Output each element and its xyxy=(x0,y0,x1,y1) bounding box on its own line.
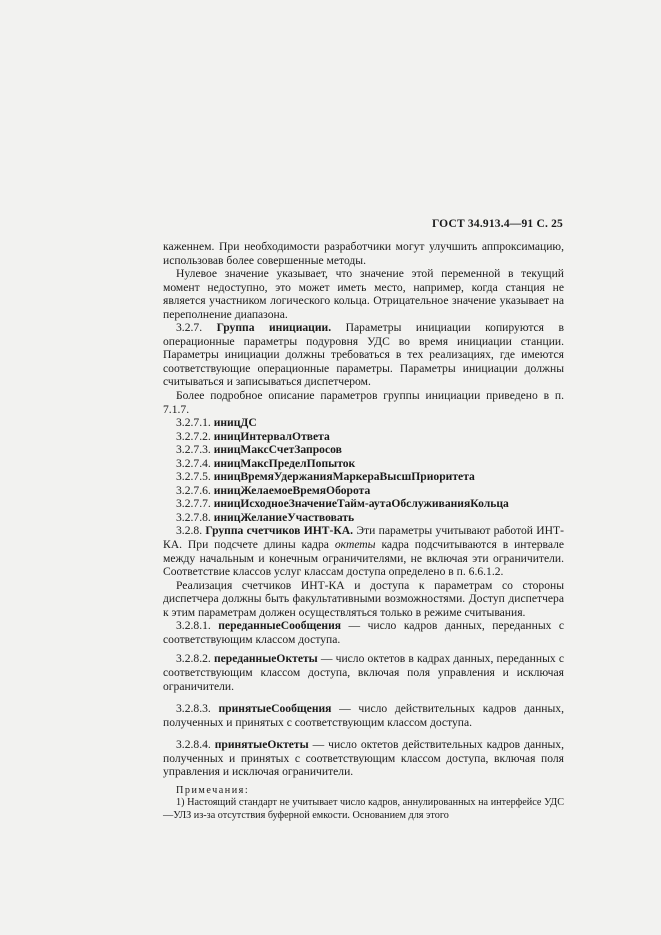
section-number: 3.2.8. xyxy=(176,524,203,538)
section-text: Параметры инициации копируются в операционные параметры подуровня УДС во время инициации станции. Параметры инициации должны требоваться в тех реализациях, где имеются соответствующие операционные параметры. Параметры инициации должны считываться и записываться диспетчером. xyxy=(163,321,564,389)
counter-name: переданныеОктеты xyxy=(213,652,318,666)
list-item xyxy=(163,511,564,525)
item-number: 3.2.7.8. xyxy=(176,510,211,524)
counter-item xyxy=(163,702,564,729)
item-number: 3.2.7.7. xyxy=(176,497,211,511)
counter-item xyxy=(163,652,564,693)
counter-text: — число действительных кадров данных, полученных и принятых с соответствующим классом доступа. xyxy=(163,702,564,729)
paragraph-zero-value: Нулевое значение указывает, что значение этой переменной в текущий момент недоступно, это может иметь место, например, когда станция не является участником логического кольца. Отрицательное значение указывает на переполнение диапазона. xyxy=(163,267,564,321)
item-number: 3.2.7.3. xyxy=(176,443,211,457)
item-number: 3.2.7.4. xyxy=(176,456,211,470)
notes-title: Примечания: xyxy=(176,784,250,796)
document-body xyxy=(163,240,564,823)
list-item xyxy=(163,484,564,498)
paragraph-more-info: Более подробное описание параметров группы инициации приведено в п. 7.1.7. xyxy=(163,389,564,416)
item-number: 3.2.7.2. xyxy=(176,429,211,443)
section-3-2-7 xyxy=(163,321,564,389)
section-title: Группа инициации. xyxy=(216,321,332,335)
counter-name: принятыеОктеты xyxy=(214,738,309,752)
counter-number: 3.2.8.2. xyxy=(176,652,211,666)
section-title: Группа счетчиков ИНТ-КА. xyxy=(205,524,354,538)
section-italic-term: октеты xyxy=(334,538,376,552)
section-text-part2: кадра подсчитываются в интервале между начальным и конечным ограничителями, не включая эти ограничители. Соответствие классов услуг классам доступа определено в п. 6.6.1.2. xyxy=(163,538,565,579)
counter-name: принятыеСообщения xyxy=(218,702,332,716)
note-1: 1) Настоящий стандарт не учитывает число кадров, аннулированных на интерфейсе УДС—УЛЗ из-за отсутствия буферной емкости. Основанием для этого xyxy=(163,797,564,821)
item-number: 3.2.7.5. xyxy=(176,470,211,484)
list-item xyxy=(163,443,564,457)
item-name: иницЖеланиеУчаствовать xyxy=(213,510,355,524)
counter-text: — число кадров данных, переданных с соответствующим классом доступа. xyxy=(163,619,565,646)
item-name: иницДС xyxy=(213,416,257,430)
list-item xyxy=(163,430,564,444)
list-item xyxy=(163,416,564,430)
item-name: иницЖелаемоеВремяОборота xyxy=(213,483,371,497)
paragraph-implementation: Реализация счетчиков ИНТ-КА и доступа к параметрам со стороны диспетчера должны быть факультативными возможностями. Доступ диспетчера к этим параметрам должен осуществляться только в режиме считывания. xyxy=(163,578,564,619)
counter-text: — число октетов в кадрах данных, переданных с соответствующим классом доступа, включая поля управления и исключая ограничители. xyxy=(163,652,564,693)
item-number: 3.2.7.1. xyxy=(176,416,211,430)
item-number: 3.2.7.6. xyxy=(176,483,211,497)
counter-item xyxy=(163,619,564,646)
item-name: иницИнтервалОтвета xyxy=(213,429,330,443)
item-name: иницВремяУдержанияМаркераВысшПриоритета xyxy=(213,470,475,484)
item-name: иницМаксПределПопыток xyxy=(213,456,356,470)
counter-number: 3.2.8.3. xyxy=(176,702,211,716)
list-item xyxy=(163,457,564,471)
list-item xyxy=(163,497,564,511)
counter-number: 3.2.8.4. xyxy=(176,738,211,752)
counter-item xyxy=(163,738,564,779)
counter-name: переданныеСообщения xyxy=(218,619,342,633)
item-name: иницИсходноеЗначениеТайм-аутаОбслуживанияКольца xyxy=(213,497,509,511)
item-name: иницМаксСчетЗапросов xyxy=(213,443,342,457)
counter-number: 3.2.8.1. xyxy=(176,619,211,633)
list-item xyxy=(163,470,564,484)
paragraph-approximation: каженнем. При необходимости разработчики могут улучшить аппроксимацию, использовав более совершенные методы. xyxy=(163,240,564,267)
parameter-list xyxy=(163,416,564,524)
page-header: ГОСТ 34.913.4—91 С. 25 xyxy=(431,218,563,230)
section-number: 3.2.7. xyxy=(176,321,203,335)
counter-text: — число октетов действительных кадров данных, полученных и принятых с соответствующим классом доступа, включая поля управления и исключая ограничители. xyxy=(163,738,565,779)
section-text-part1: Эти параметры учитывают работой ИНТ-КА. При подсчете длины кадра xyxy=(163,524,564,552)
section-3-2-8 xyxy=(163,524,564,578)
